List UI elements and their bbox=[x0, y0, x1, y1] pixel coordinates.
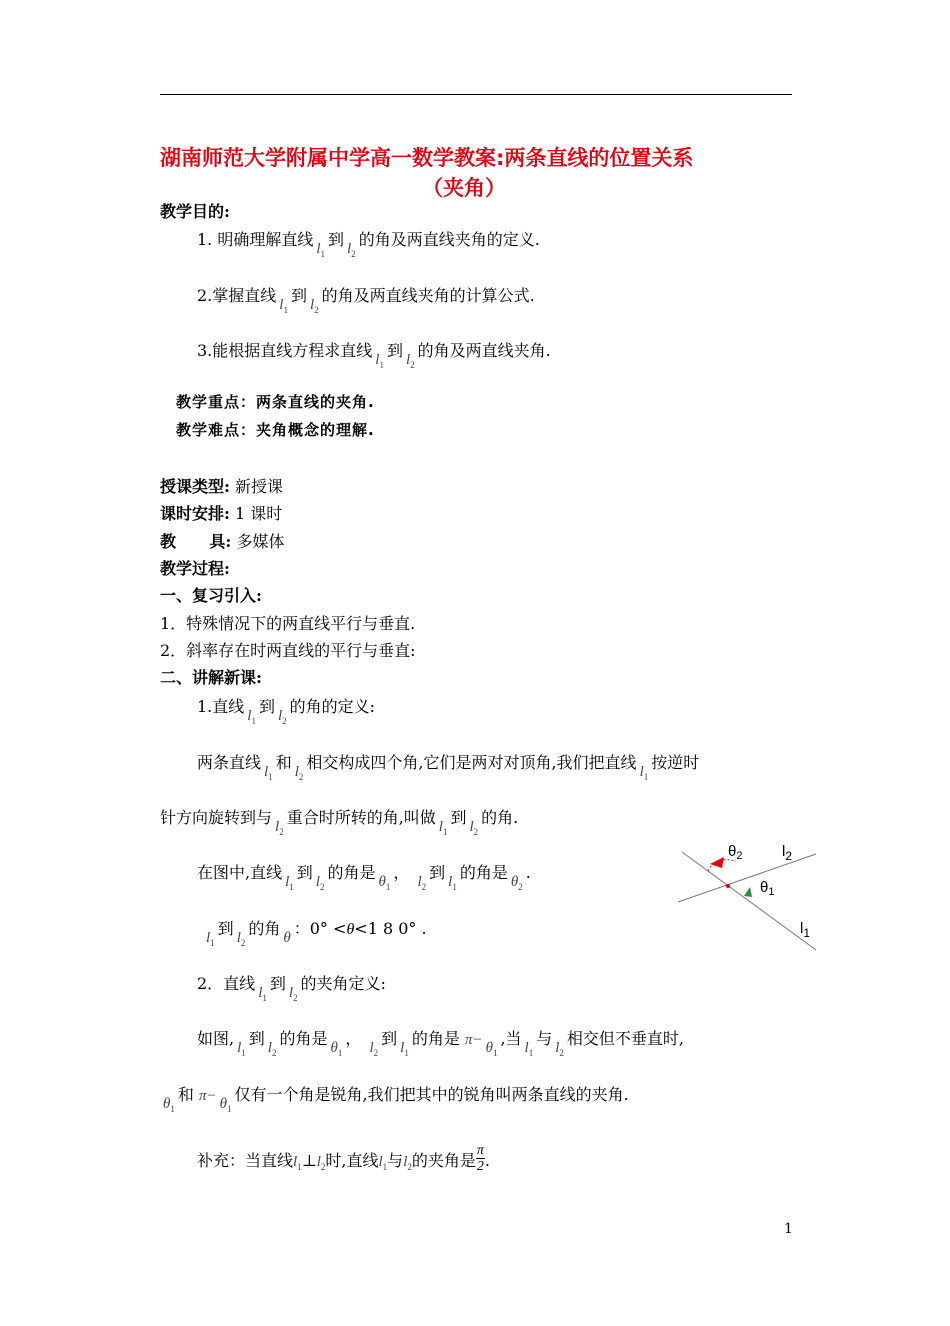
l2-symbol: $l_2$ bbox=[294, 764, 304, 782]
l1-label: $l_1$ bbox=[800, 920, 811, 940]
process-heading: 教学过程: bbox=[160, 559, 230, 578]
l1-symbol: $l_1$ bbox=[293, 1154, 302, 1172]
figure-description: 在图中,直线 $l_1$到 $l_2$的角是 $\theta_1$， $l_2$到 $l_1$的角是 $\theta_2$. bbox=[197, 863, 531, 892]
supplement: 补充：当直线$l_1\perp l_2$时,直线$l_1$与$l_2$的夹角是 $\frac{\pi}{2}$ . bbox=[197, 1143, 490, 1174]
theta1-symbol: $\theta_1$ bbox=[330, 1040, 343, 1058]
l1-symbol: $l_1$ bbox=[237, 1040, 246, 1058]
lesson-type: 授课类型: 新授课 bbox=[160, 477, 284, 496]
section-1-item-1: 1．特殊情况下的两直线平行与垂直. bbox=[160, 614, 416, 633]
l1-symbol: $l_1$ bbox=[285, 874, 294, 892]
l2-symbol: $l_2$ bbox=[288, 985, 298, 1003]
section-2-heading: 二、讲解新课: bbox=[160, 668, 262, 687]
l2-symbol: $l_2$ bbox=[277, 708, 287, 726]
angle-range: $l_1$到 $l_2$的角 θ ：0° <θ<1 8 0° . bbox=[206, 919, 427, 948]
definition-2-heading: 2．直线 $l_1$到 $l_2$的夹角定义: bbox=[197, 974, 386, 1003]
included-angle-line2: $\theta_1$和 $\pi- \theta_1$仅有一个角是锐角,我们把其中的锐角叫两条直线的夹角. bbox=[163, 1085, 629, 1114]
theta1-symbol: $\theta_1$ bbox=[163, 1096, 175, 1114]
l2-symbol: $l_2$ bbox=[275, 819, 284, 837]
lesson-schedule: 课时安排: 1 课时 bbox=[160, 504, 283, 523]
theta1-arrow bbox=[744, 887, 752, 897]
definition-1-heading: 1.直线 $l_1$到 $l_2$的角的定义: bbox=[197, 697, 376, 726]
difficult-point: 教学难点：夹角概念的理解. bbox=[176, 421, 375, 439]
l2-symbol: $l_2$ bbox=[347, 241, 356, 259]
l2-symbol: $l_2$ bbox=[403, 1154, 412, 1172]
l1-symbol: $l_1$ bbox=[206, 930, 215, 948]
objective-3: 3.能根据直线方程求直线 $l_1$到 $l_2$的角及两直线夹角. bbox=[197, 341, 551, 370]
intersecting-lines-figure bbox=[670, 830, 830, 955]
page-number: 1 bbox=[784, 1221, 793, 1237]
l2-label: $l_2$ bbox=[782, 843, 793, 863]
l2-symbol: $l_2$ bbox=[315, 874, 325, 892]
theta2-arrow bbox=[710, 857, 724, 868]
l2-symbol: $l_2$ bbox=[267, 1040, 277, 1058]
l1-symbol: $l_1$ bbox=[378, 1154, 388, 1172]
header-rule bbox=[160, 94, 792, 95]
l1-symbol: $l_1$ bbox=[258, 985, 267, 1003]
key-point: 教学重点：两条直线的夹角. bbox=[176, 393, 375, 411]
l2-symbol: $l_2$ bbox=[555, 1040, 564, 1058]
l1-symbol: $l_1$ bbox=[316, 241, 326, 259]
theta-symbol: θ bbox=[283, 930, 291, 946]
l1-symbol: $l_1$ bbox=[639, 764, 649, 782]
pi-minus-symbol: π− bbox=[464, 1032, 483, 1048]
objective-2: 2.掌握直线 $l_1$到 $l_2$的角及两直线夹角的计算公式. bbox=[197, 286, 535, 315]
objectives-heading: 教学目的: bbox=[160, 202, 230, 221]
l1-symbol: $l_1$ bbox=[279, 297, 288, 315]
included-angle-line1: 如图, $l_1$到 $l_2$的角是 $\theta_1$， $l_2$到 $l_1$的角是 $\pi- \theta_1$,当 $l_1$与 $l_2$相交但不垂直时, bbox=[197, 1029, 684, 1058]
theta1-symbol: $\theta_1$ bbox=[378, 874, 391, 892]
section-1-heading: 一、复习引入: bbox=[160, 586, 262, 605]
l1-symbol: $l_1$ bbox=[400, 1040, 409, 1058]
theta1-symbol: $\theta_1$ bbox=[485, 1040, 498, 1058]
section-1-item-2: 2．斜率存在时两直线的平行与垂直: bbox=[160, 641, 416, 660]
theta1-symbol: $\theta_1$ bbox=[219, 1096, 232, 1114]
page-title: 湖南师范大学附属中学高一数学教案:两条直线的位置关系 bbox=[160, 146, 694, 170]
teaching-tools: 教 具: 多媒体 bbox=[160, 532, 285, 551]
l1-symbol: $l_1$ bbox=[448, 874, 457, 892]
l2-symbol: $l_2$ bbox=[417, 874, 427, 892]
pi-over-2-fraction: $\frac{\pi}{2}$ bbox=[476, 1143, 484, 1174]
l1-symbol: $l_1$ bbox=[524, 1040, 534, 1058]
l2-symbol: $l_2$ bbox=[405, 352, 415, 370]
l1-symbol: $l_1$ bbox=[264, 764, 273, 782]
page-title-line2: （夹角） bbox=[422, 176, 506, 200]
theta2-label: $\theta_2$ bbox=[728, 843, 743, 862]
theta-symbol: θ bbox=[346, 921, 355, 938]
theta1-label: $\theta_1$ bbox=[760, 879, 775, 898]
objective-1: 1. 明确理解直线 $l_1$到 $l_2$的角及两直线夹角的定义. bbox=[197, 230, 540, 259]
l1-symbol: $l_1$ bbox=[247, 708, 256, 726]
l2-symbol: $l_2$ bbox=[469, 819, 479, 837]
theta2-symbol: $\theta_2$ bbox=[510, 874, 523, 892]
l2-symbol: $l_2$ bbox=[369, 1040, 379, 1058]
definition-1-paragraph-line2: 针方向旋转到与 $l_2$重合时所转的角,叫做 $l_1$到 $l_2$的角. bbox=[160, 808, 519, 837]
l2-symbol: $l_2$ bbox=[316, 1154, 326, 1172]
l2-symbol: $l_2$ bbox=[309, 297, 319, 315]
l1-symbol: $l_1$ bbox=[438, 819, 448, 837]
intersection-point bbox=[726, 884, 730, 888]
definition-1-paragraph-line1: 两条直线 $l_1$和 $l_2$相交构成四个角,它们是两对对顶角,我们把直线 $l_1$按逆时 bbox=[197, 753, 700, 782]
l2-symbol: $l_2$ bbox=[236, 930, 246, 948]
l1-symbol: $l_1$ bbox=[375, 352, 384, 370]
line-l1 bbox=[682, 852, 816, 950]
pi-minus-symbol: π− bbox=[198, 1088, 217, 1104]
